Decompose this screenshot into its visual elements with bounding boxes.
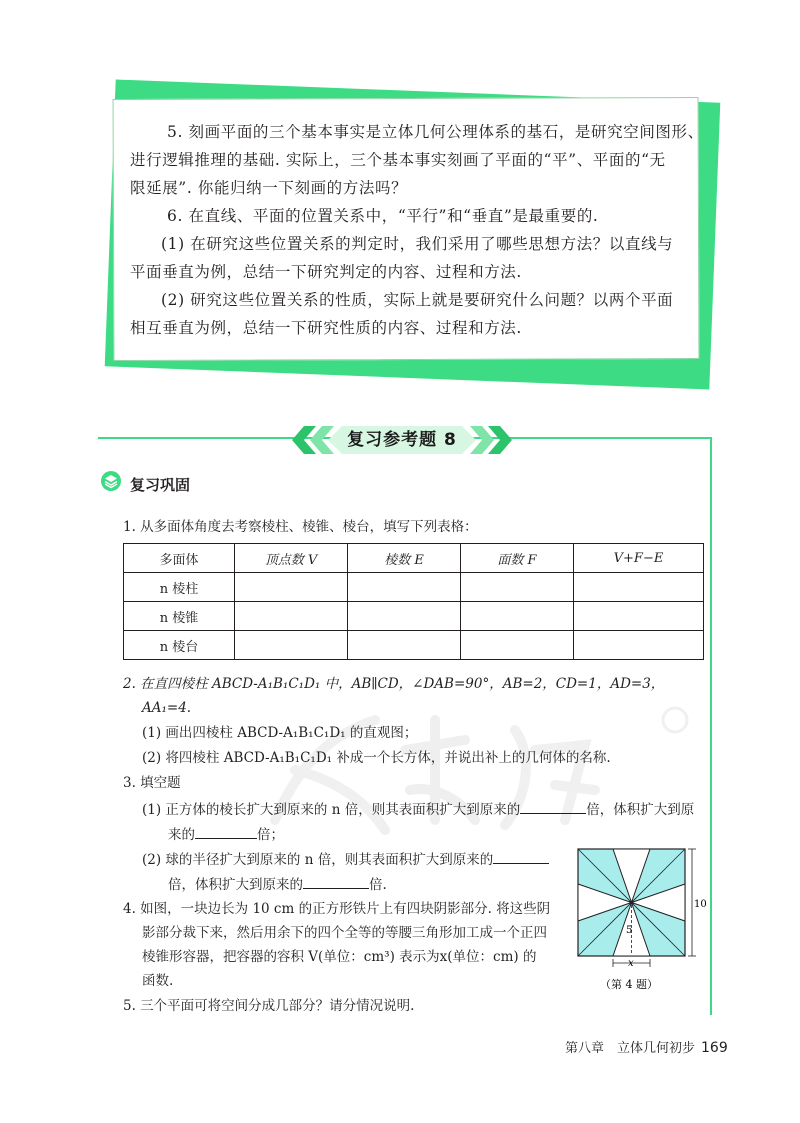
- exercise-5-stem: 5. 三个平面可将空间分成几部分？请分情况说明.: [123, 998, 415, 1014]
- table-cell: [574, 631, 704, 660]
- table-row: [124, 631, 704, 660]
- question-6-2-line-2: 相互垂直为例，总结一下研究性质的内容、过程和方法.: [130, 319, 522, 337]
- exercise-4-line-4: 函数.: [142, 973, 174, 989]
- ex3-p1-text-a: (1) 正方体的棱长扩大到原来的 n 倍，则其表面积扩大到原来的: [142, 802, 521, 818]
- answer-blank[interactable]: [195, 822, 257, 839]
- question-6-line-1: 6. 在直线、平面的位置关系中，“平行”和“垂直”是最重要的.: [167, 207, 599, 225]
- exercise-2-line-2: AA₁=4.: [142, 700, 192, 716]
- question-5-line-2: 进行逻辑推理的基础. 实际上，三个基本事实刻画了平面的“平”、平面的“无: [130, 151, 666, 169]
- exercise-2-part-2: (2) 将四棱柱 ABCD-A₁B₁C₁D₁ 补成一个长方体，并说出补上的几何体的名称.: [142, 750, 611, 766]
- question-6-1-line-1: (1) 在研究这些位置关系的判定时，我们采用了哪些思想方法？以直线与: [161, 235, 674, 253]
- question-5-line-1: 5. 刻画平面的三个基本事实是立体几何公理体系的基石，是研究空间图形、: [167, 123, 704, 141]
- figure-caption: （第 4 题）: [600, 978, 658, 991]
- section-right-rule: [710, 437, 712, 1015]
- section-title: 复习参考题 8: [347, 430, 457, 450]
- table-header: 棱数 E: [348, 544, 461, 573]
- table-cell: [348, 573, 461, 602]
- exercise-1-stem: 1. 从多面体角度去考察棱柱、棱锥、棱台，填写下列表格：: [123, 519, 478, 535]
- exercise-2-part-1: (1) 画出四棱柱 ABCD-A₁B₁C₁D₁ 的直观图；: [142, 725, 418, 741]
- exercise-3-part-2: [142, 847, 549, 872]
- polyhedra-table: [123, 543, 704, 660]
- exercise-3-part-1: [142, 797, 694, 822]
- exercise-3-stem: 3. 填空题: [123, 775, 181, 791]
- section-banner: [292, 423, 512, 457]
- exercise-4-figure: [570, 845, 705, 995]
- page-number: 169: [701, 1040, 728, 1056]
- ex3-p1-text-c: 来的: [168, 827, 195, 843]
- table-header: V+F−E: [574, 544, 704, 573]
- table-cell: [235, 573, 348, 602]
- question-6-2-line-1: (2) 研究这些位置关系的性质，实际上就是要研究什么问题？以两个平面: [161, 291, 674, 309]
- table-cell: [461, 631, 574, 660]
- exercise-3-part-2-cont: [168, 872, 387, 897]
- question-6-1-line-2: 平面垂直为例，总结一下研究判定的内容、过程和方法.: [130, 263, 522, 281]
- exercise-4-line-3: 棱锥形容器，把容器的容积 V(单位：cm³) 表示为x(单位：cm) 的: [142, 949, 537, 965]
- chapter-title: 第八章 立体几何初步: [565, 1041, 696, 1056]
- table-cell: [348, 602, 461, 631]
- table-cell: [574, 573, 704, 602]
- ex3-p2-text-b: 倍，体积扩大到原来的: [168, 877, 303, 893]
- ex3-p2-text-c: 倍.: [369, 877, 387, 893]
- row-label: n 棱台: [124, 631, 235, 660]
- exercise-4-line-1: 4. 如图，一块边长为 10 cm 的正方形铁片上有四块阴影部分. 将这些阴: [123, 901, 551, 917]
- label-x: x: [628, 958, 634, 969]
- table-row: [124, 602, 704, 631]
- page-footer: [565, 1037, 728, 1056]
- table-row: [124, 573, 704, 602]
- label-half: 5: [626, 925, 633, 936]
- table-cell: [461, 602, 574, 631]
- table-header: 顶点数 V: [235, 544, 348, 573]
- row-label: n 棱柱: [124, 573, 235, 602]
- row-label: n 棱锥: [124, 602, 235, 631]
- table-cell: [348, 631, 461, 660]
- ex3-p1-text-b: 倍，体积扩大到原: [586, 802, 695, 818]
- question-5-line-3: 限延展”. 你能归纳一下刻画的方法吗？: [130, 179, 408, 197]
- exercise-4-line-2: 影部分裁下来，然后用余下的四个全等的等腰三角形加工成一个正四: [142, 925, 547, 941]
- layers-icon: [100, 470, 122, 492]
- answer-blank[interactable]: [303, 872, 369, 889]
- subsection-title: 复习巩固: [130, 476, 191, 494]
- table-cell: [235, 631, 348, 660]
- answer-blank[interactable]: [520, 797, 586, 814]
- ex3-p2-text-a: (2) 球的半径扩大到原来的 n 倍，则其表面积扩大到原来的: [142, 852, 494, 868]
- table-header: 多面体: [124, 544, 235, 573]
- table-cell: [461, 573, 574, 602]
- answer-blank[interactable]: [493, 847, 549, 864]
- label-side: 10: [694, 899, 707, 910]
- table-cell: [235, 602, 348, 631]
- table-header: 面数 F: [461, 544, 574, 573]
- exercise-2-line-1: 2. 在直四棱柱 ABCD-A₁B₁C₁D₁ 中，AB∥CD，∠DAB=90°，AB=2，CD=1，AD=3，: [123, 676, 665, 692]
- table-header-row: [124, 544, 704, 573]
- table-cell: [574, 602, 704, 631]
- exercise-3-part-1-cont: [168, 822, 284, 847]
- ex3-p1-text-d: 倍；: [257, 827, 284, 843]
